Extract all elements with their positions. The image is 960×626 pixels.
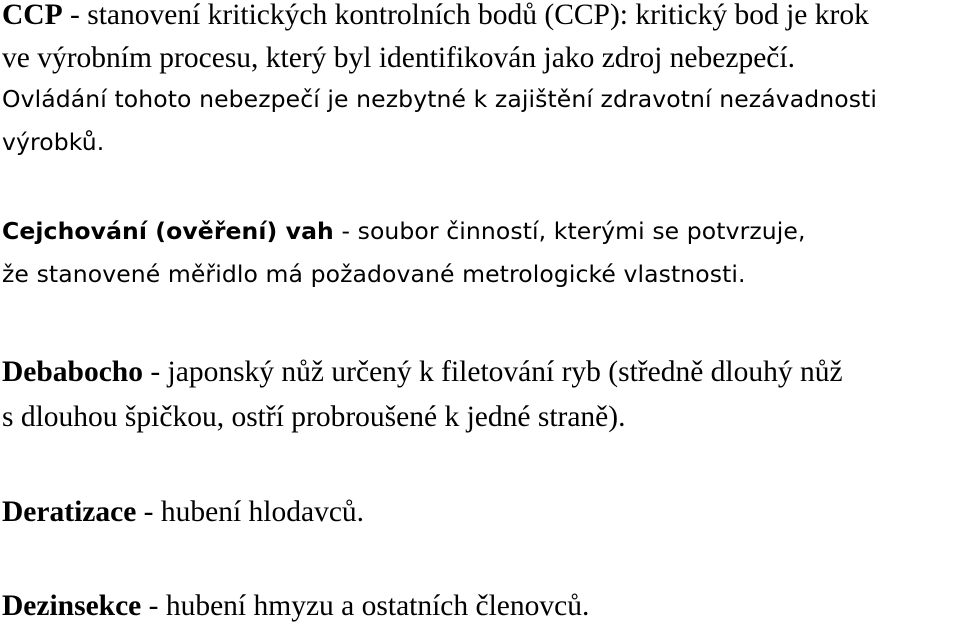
entry-debabocho-line-1 [2, 352, 843, 392]
entry-ccp-line-2: ve výrobním procesu, který byl identifikován jako zdroj nebezpečí. [2, 42, 795, 74]
entry-cejchovani-line-1 [2, 211, 806, 251]
term-dezinsekce: Dezinsekce [2, 590, 142, 622]
definition-text: - japonský nůž určený k filetování ryb (středně dlouhý nůž [142, 356, 843, 388]
definition-text: - hubení hlodavců. [136, 496, 365, 528]
definition-text: - hubení hmyzu a ostatních členovců. [141, 590, 590, 622]
entry-deratizace [2, 492, 364, 532]
entry-ccp-line-1 [2, 0, 869, 35]
term-deratizace: Deratizace [2, 496, 137, 528]
entry-ccp-line-4: výrobků. [2, 128, 105, 156]
term-debabocho: Debabocho [2, 356, 143, 388]
entry-dezinsekce [2, 586, 589, 626]
definition-text: - soubor činností, kterými se potvrzuje, [333, 217, 806, 245]
term-ccp: CCP [2, 0, 63, 31]
definition-text: - stanovení kritických kontrolních bodů (CCP): kritický bod je krok [62, 0, 869, 31]
entry-cejchovani-line-2: že stanovené měřidlo má požadované metrologické vlastnosti. [2, 260, 746, 288]
entry-debabocho-line-2: s dlouhou špičkou, ostří probroušené k jedné straně). [2, 401, 626, 433]
entry-ccp-line-3: Ovládání tohoto nebezpečí je nezbytné k zajištění zdravotní nezávadnosti [2, 85, 877, 113]
term-cejchovani: Cejchování (ověření) vah [2, 217, 334, 245]
